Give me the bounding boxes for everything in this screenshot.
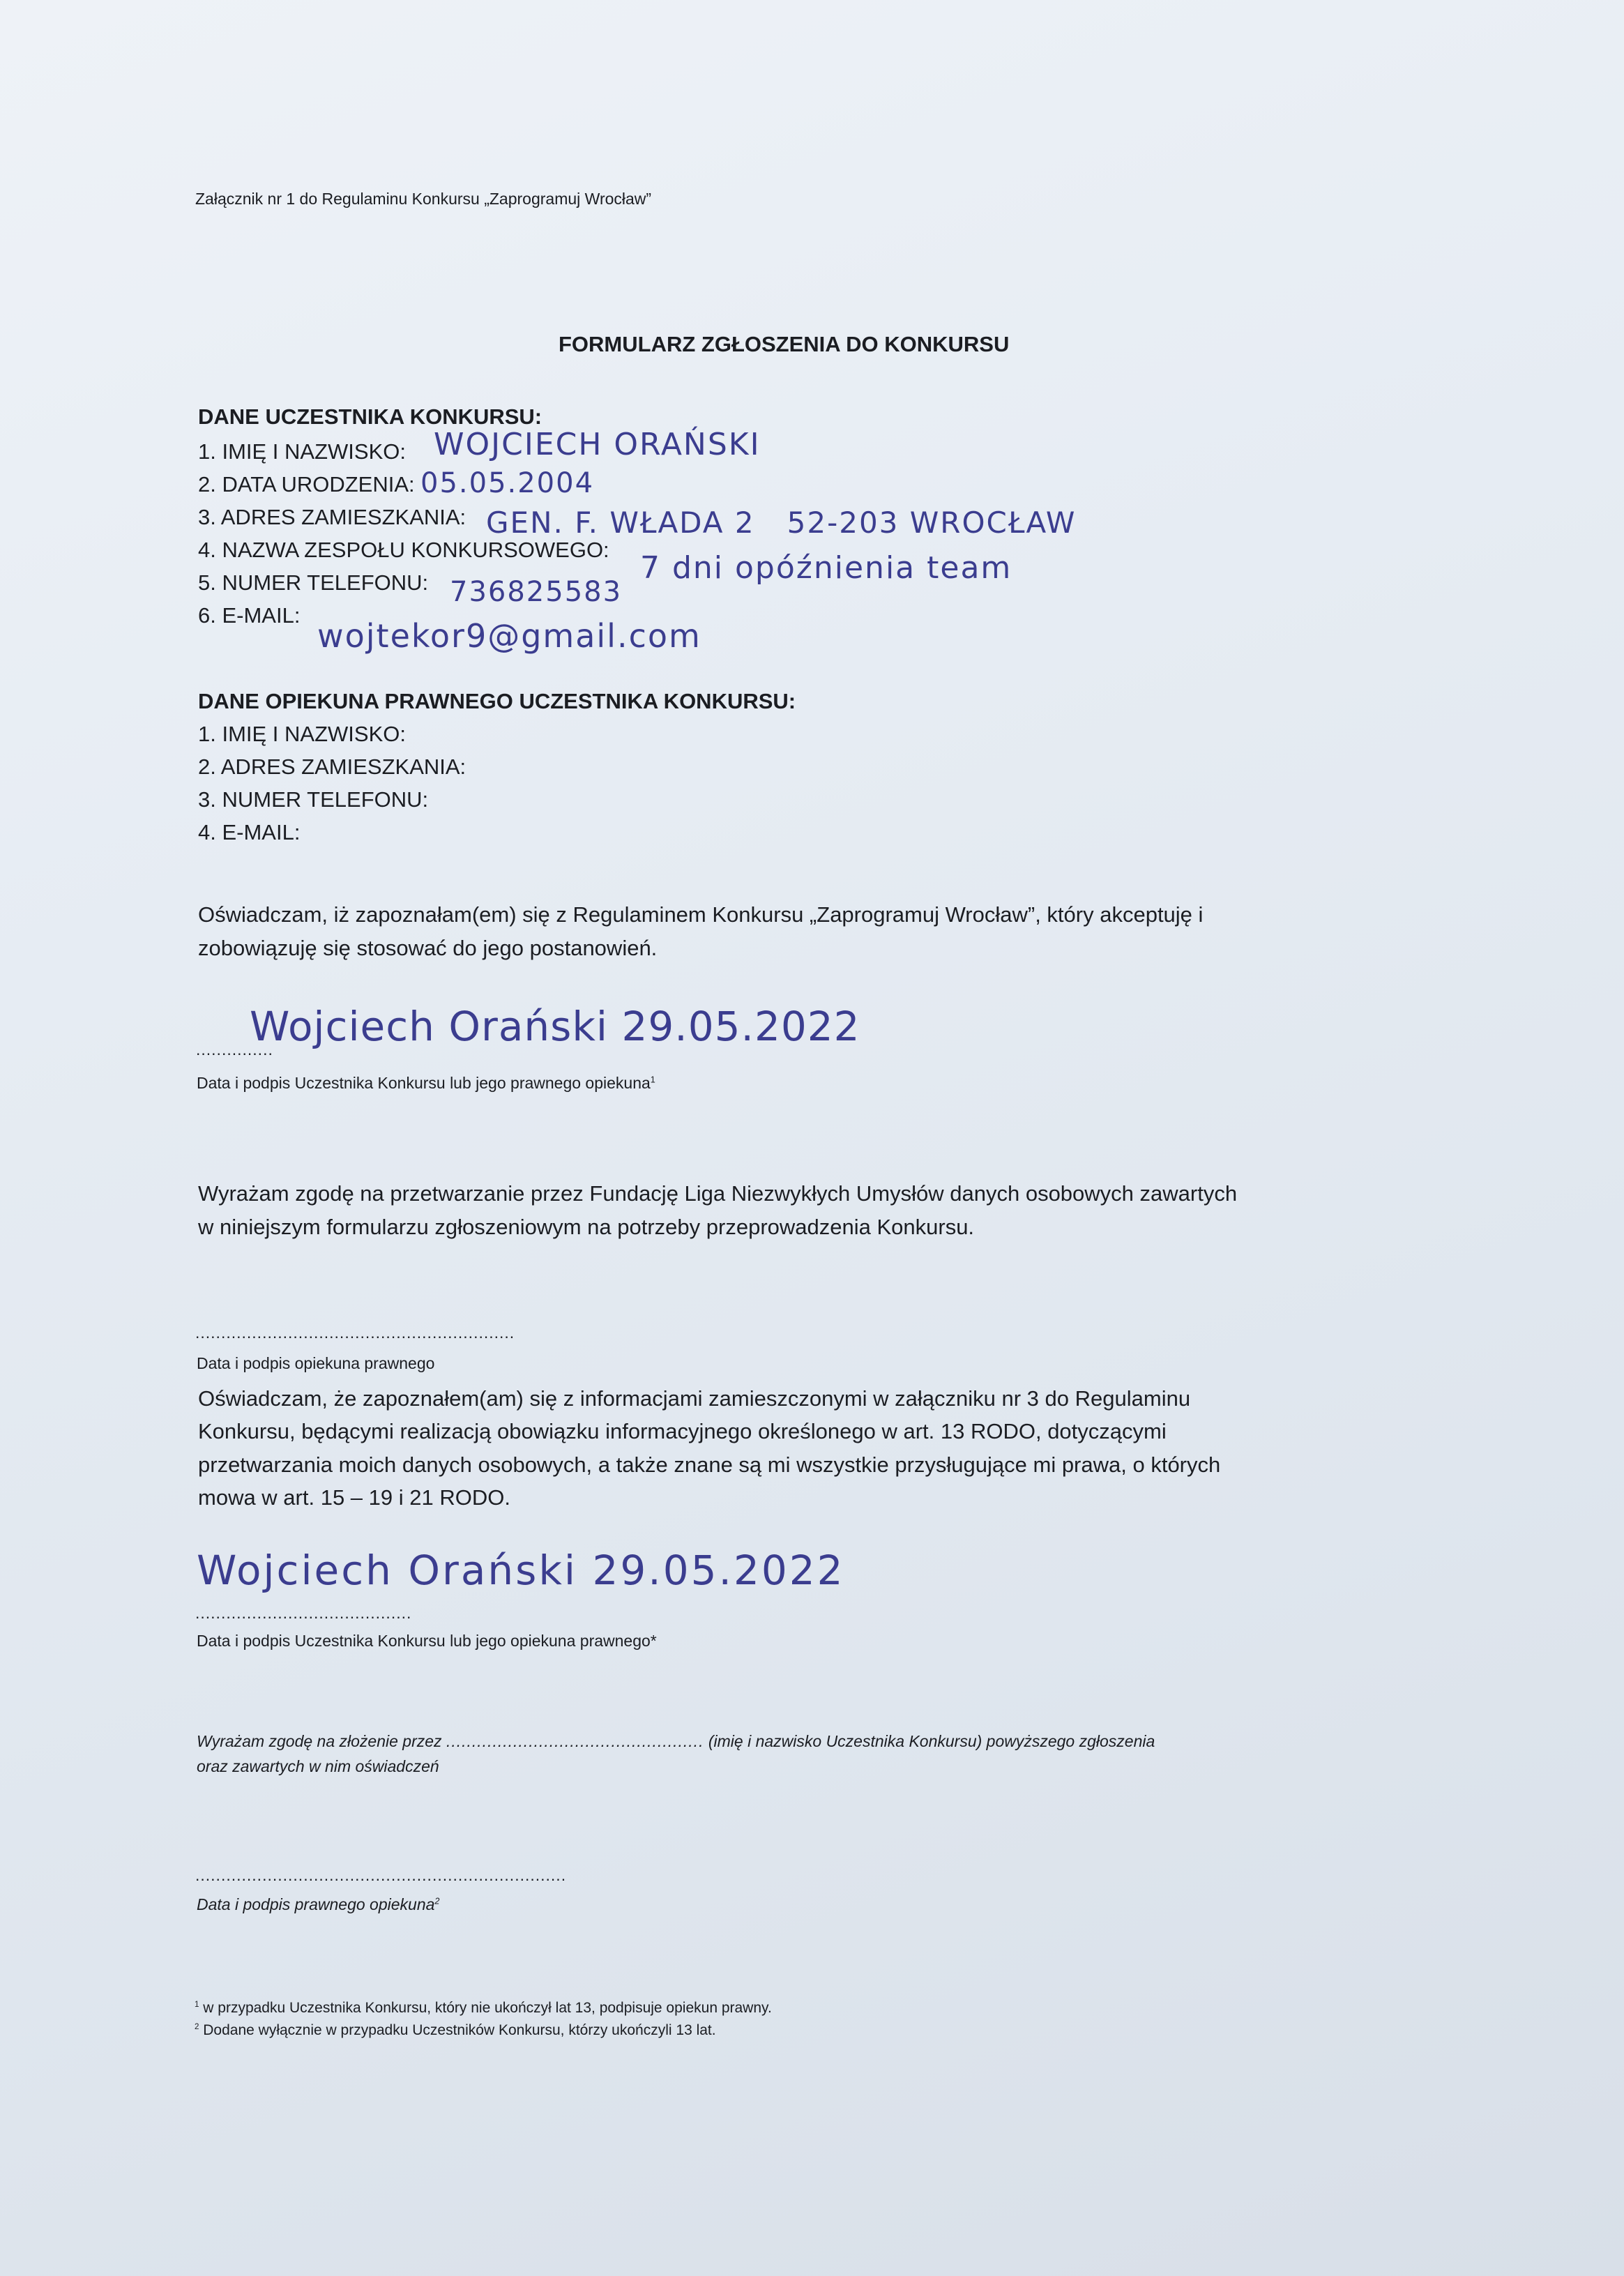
statement1-line2: zobowiązuję się stosować do jego postanowień. <box>198 936 658 960</box>
participant-heading: DANE UCZESTNIKA KONKURSU: <box>198 404 542 429</box>
participant-email-label: 6. E-MAIL: <box>198 603 301 628</box>
signature3-dots: .......................................... <box>195 1604 412 1622</box>
participant-name-label: 1. IMIĘ I NAZWISKO: <box>198 439 406 464</box>
guardian-consent-line2: oraz zawartych w nim oświadczeń <box>197 1757 439 1775</box>
statement2-line4: mowa w art. 15 – 19 i 21 RODO. <box>198 1485 510 1510</box>
participant-address-value: GEN. F. WŁADA 2 52-203 WROCŁAW <box>486 506 1077 540</box>
signature3-handwriting: Wojciech Orański 29.05.2022 <box>197 1547 845 1594</box>
participant-team-value: 7 dni opóźnienia team <box>640 550 1012 586</box>
participant-phone-label: 5. NUMER TELEFONU: <box>198 570 429 595</box>
form-title: FORMULARZ ZGŁOSZENIA DO KONKURSU <box>559 332 1010 356</box>
statement2-line2: Konkursu, będącymi realizacją obowiązku informacyjnego określonego w art. 13 RODO, dotyczącymi <box>198 1419 1167 1443</box>
participant-email-value: wojtekor9@gmail.com <box>317 617 701 655</box>
guardian-address-label: 2. ADRES ZAMIESZKANIA: <box>198 754 466 779</box>
statement2-line3: przetwarzania moich danych osobowych, a także znane są mi wszystkie przysługujące mi prawa, o których <box>198 1452 1221 1477</box>
consent-line1: Wyrażam zgodę na przetwarzanie przez Fundację Liga Niezwykłych Umysłów danych osobowych zawartych <box>198 1181 1238 1206</box>
signature1-dots: ............... <box>196 1040 273 1059</box>
participant-birthdate-label: 2. DATA URODZENIA: <box>198 472 415 496</box>
statement1-line1: Oświadczam, iż zapoznałam(em) się z Regulaminem Konkursu „Zaprogramuj Wrocław”, który akceptuję i <box>198 902 1204 927</box>
footnote-1: $^1$ w przypadku Uczestnika Konkursu, który nie ukończył lat 13, podpisuje opiekun prawny. <box>195 2000 772 2016</box>
guardian-name-label: 1. IMIĘ I NAZWISKO: <box>198 722 406 746</box>
header-note: Załącznik nr 1 do Regulaminu Konkursu „Zaprogramuj Wrocław” <box>195 190 652 208</box>
signature2-caption: Data i podpis opiekuna prawnego <box>197 1354 435 1372</box>
participant-phone-value: 736825583 <box>450 576 623 608</box>
guardian-heading: DANE OPIEKUNA PRAWNEGO UCZESTNIKA KONKURSU: <box>198 689 796 713</box>
consent-line2: w niniejszym formularzu zgłoszeniowym na potrzeby przeprowadzenia Konkursu. <box>198 1215 975 1239</box>
statement2-line1: Oświadczam, że zapoznałem(am) się z informacjami zamieszczonymi w załączniku nr 3 do Regulaminu <box>198 1386 1191 1411</box>
footnote-2: $^2$ Dodane wyłącznie w przypadku Uczestników Konkursu, którzy ukończyli 13 lat. <box>195 2022 716 2038</box>
participant-name-value: WOJCIECH ORAŃSKI <box>434 427 761 462</box>
participant-address-label: 3. ADRES ZAMIESZKANIA: <box>198 505 466 529</box>
guardian-phone-label: 3. NUMER TELEFONU: <box>198 787 429 812</box>
signature2-dots: .............................................................. <box>195 1323 515 1342</box>
guardian-email-label: 4. E-MAIL: <box>198 820 301 844</box>
signature4-dots: ........................................................................ <box>195 1866 567 1884</box>
participant-birthdate-value: 05.05.2004 <box>420 467 595 499</box>
guardian-consent-line1: Wyrażam zgodę na złożenie przez .................................................. (imię i nazwisko Uczestnika Konkursu) powyższego zgłoszenia <box>197 1732 1155 1750</box>
signature1-handwriting: Wojciech Orański 29.05.2022 <box>250 1003 860 1050</box>
signature1-caption: Data i podpis Uczestnika Konkursu lub jego prawnego opiekuna$^1$ <box>197 1074 655 1092</box>
signature4-caption: Data i podpis prawnego opiekuna$^2$ <box>197 1895 440 1913</box>
signature3-caption: Data i podpis Uczestnika Konkursu lub jego opiekuna prawnego* <box>197 1632 657 1650</box>
participant-team-label: 4. NAZWA ZESPOŁU KONKURSOWEGO: <box>198 538 609 562</box>
